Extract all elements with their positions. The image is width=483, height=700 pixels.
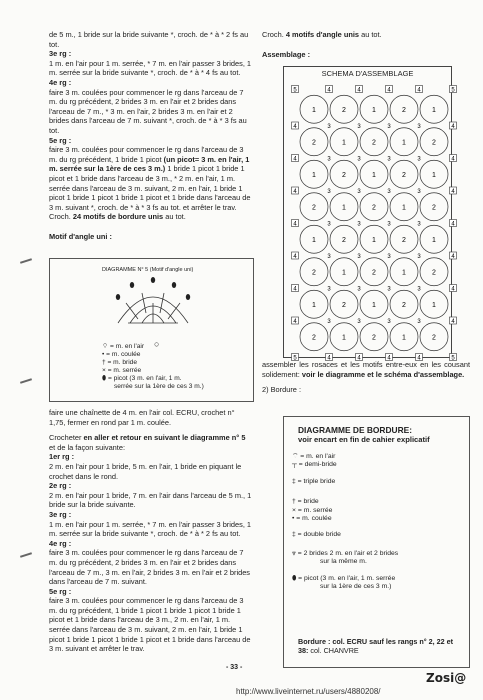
inner-motif-label: 3 [387,254,391,260]
rg5-picot-bold: (un picot= 3 m. en l'air, 1 m. serrée sur la 1ère de ces 3 m.) [49,154,250,174]
edge-motif-label: 4 [451,221,455,228]
bl-double-text: = double bride [297,531,341,539]
corner-motif-label: 5 [451,87,455,94]
legend-treble: † = m. bride [102,359,138,366]
rosace-label: 2 [432,269,436,277]
right-croch-line [262,30,470,40]
rosace-label: 2 [372,204,376,212]
inner-motif-label: 3 [387,124,391,130]
rosace-label: 2 [342,171,346,179]
edge-motif-label: 4 [293,156,297,163]
right-column [262,30,470,59]
bl-chain-text: = m. en l'air [300,453,336,460]
rg5-heading: 5e rg : [49,135,72,145]
inner-motif-label: 3 [387,189,391,195]
chain-intro: faire une chaînette de 4 m. en l'air col. ECRU, crochet n° 1,75, fermer en rond par 1 m. coulée. [49,408,235,427]
corner-motif-label: 5 [451,355,455,362]
edge-motif-label: 4 [357,355,361,362]
inner-motif-label: 3 [327,319,331,325]
rosace-label: 2 [432,334,436,342]
legend-picot-text-2: serrée sur la 1ère de ces 3 m.) [114,383,204,390]
edge-motif-label: 4 [417,355,421,362]
rosace-label: 2 [402,236,406,244]
bordure-title: DIAGRAMME DE BORDURE: [298,425,412,435]
rosace-label: 1 [312,171,316,179]
legend-chain: ⌔ = m. en l'air [102,343,145,350]
rosace-label: 2 [402,171,406,179]
inner-motif-label: 3 [417,124,421,130]
edge-motif-label: 4 [357,87,361,94]
bl-coulee-text: = m. coulée [296,515,332,523]
inner-motif-label: 3 [417,189,421,195]
left-column-bottom [49,408,253,654]
rosace-label: 1 [402,269,406,277]
rosace-label: 1 [372,301,376,309]
inner-motif-label: 3 [417,319,421,325]
croch-b: 24 motifs de bordure unis [72,212,164,222]
inner-motif-label: 3 [327,124,331,130]
motif-angle-title: Motif d'angle uni : [49,231,112,241]
assemblage-heading: Assemblage : [262,49,311,59]
inner-motif-label: 3 [387,156,391,163]
assembler-text [262,360,470,395]
bordure-heading: 2) Bordure : [262,385,302,395]
rosace-label: 1 [432,106,436,114]
source-url: http://www.liveinternet.ru/users/4880208/ [236,687,381,696]
edge-motif-label: 4 [293,319,297,325]
inner-motif-label: 3 [387,319,391,325]
right-croch-b: 4 motifs d'angle unis [285,30,360,39]
legend-single-text: = m. serrée [107,367,142,374]
edge-motif-label: 4 [451,189,455,195]
edge-motif-label: 4 [451,286,455,293]
motif-diagram-drawing [108,275,198,335]
b-rg5-text: faire 3 m. coulées pour commencer le rg dans l'arceau de 3 m. du rg précédent, 1 bride 1 picot 1 bride 1 picot 1 bride 1 picot et 1 bride dans l'arceau de 3 m., 2 m. en l'air, 1 m. serrée dans l'arceau de 3 m. suivant, 2 m. en l'air, 1 bride 1 picot 1 bride 1 picot 1 bride 1 picot et 1 bride dans l'arceau de 3 m. suivant et arrêter le trav. [49,596,251,654]
bl-picot-text: = picot (3 m. en l'air, 1 m. serrée [298,574,396,582]
motif-diagram-title: DIAGRAMME N° 5 (Motif d'angle uni) [102,267,194,273]
schema-grid [284,80,455,362]
rosace-label: 2 [372,139,376,147]
inner-motif-label: 3 [387,221,391,228]
margin-mark [20,552,32,558]
rosace-label: 1 [402,204,406,212]
rg5-part-b: 1 bride 1 picot 1 bride 1 picot et 1 bride dans l'arceau de 3 m., * 2 m. en l'air, 1 m. serrée dans l'arceau de 3 m. suivant, 2 m. en l'air, 1 bride 1 picot 1 bride 1 picot 1 bride 1 picot et 1 bride dans l'arceau de 3 m. suivant *, croch. de * à * 3 fs au tot. et arrêter le trav. [49,164,251,212]
rosace-label: 1 [402,334,406,342]
bl-2brides-text: = 2 brides 2 m. en l'air et 2 brides [297,549,399,557]
margin-mark [20,378,32,384]
bl-double: ‡ = double bride [292,531,341,539]
schema-title: SCHEMA D'ASSEMBLAGE [321,69,414,78]
edge-motif-label: 4 [387,87,391,94]
legend-picot: ⬮ = picot (3 m. en l'air, 1 m. [102,375,182,382]
edge-motif-label: 4 [327,355,331,362]
inner-motif-label: 3 [387,286,391,293]
inner-motif-label: 3 [417,286,421,293]
b-rg1-heading: 1er rg : [49,452,75,462]
rosace-label: 2 [372,334,376,342]
inner-motif-label: 3 [357,189,361,195]
rosace-label: 1 [342,204,346,212]
bordure-subtitle: voir encart en fin de cahier explicatif [298,435,430,444]
rg5-text [49,145,253,212]
inner-motif-label: 3 [327,221,331,228]
rosace-label: 1 [342,269,346,277]
margin-mark [20,258,32,264]
inner-motif-label: 3 [357,254,361,260]
b-rg3-heading: 3e rg : [49,509,72,519]
edge-motif-label: 4 [293,254,297,260]
edge-motif-label: 4 [387,355,391,362]
edge-motif-label: 4 [327,87,331,94]
bl-half: ┬ = demi-bride [292,461,337,469]
legend-treble-text: = m. bride [107,359,138,366]
inner-motif-label: 3 [327,286,331,293]
b-rg2-text: 2 m. en l'air pour 1 bride, 7 m. en l'air dans l'arceau de 5 m., 1 bride sur la bride suivante. [49,490,252,510]
inner-motif-label: 3 [417,221,421,228]
rosace-label: 1 [372,171,376,179]
bl-picot: ⬮ = picot (3 m. en l'air, 1 m. serrée [292,574,396,582]
inner-motif-label: 3 [327,254,331,260]
edge-motif-label: 4 [417,87,421,94]
b-rg4-heading: 4e rg : [49,538,72,548]
b-rg5-heading: 5e rg : [49,586,72,596]
croch-instructions [49,433,253,452]
bl-half-text: = demi-bride [298,461,337,469]
bl-serree: × = m. serrée [292,506,333,514]
rosace-label: 2 [312,269,316,277]
rosace-label: 1 [402,139,406,147]
left-column-top [49,30,253,241]
bordure-note [298,637,463,655]
legend-slip-text: = m. coulée [106,351,141,358]
inner-motif-label: 3 [357,221,361,228]
croch-a: Croch. [49,212,73,222]
rosace-label: 2 [432,204,436,212]
b-rg1-text: 2 m. en l'air pour 1 bride, 5 m. en l'air, 1 bride en piquant le crochet dans le rond. [49,461,242,481]
b-rg4-text: faire 3 m. coulées pour commencer le rg dans l'arceau de 7 m. du rg précédent, 2 brides 3 m. en l'air et 2 brides dans l'arceau de 7 m., 3 m. en l'air, 2 brides 3 m. en l'air et 2 brides dans l'arceau de 7 m. suivant. [49,548,251,587]
rosace-label: 2 [312,139,316,147]
rosace-label: 2 [342,301,346,309]
legend-picot-text: = picot (3 m. en l'air, 1 m. [107,375,182,382]
bl-triple: ‡ = triple bride [292,477,336,485]
brand-watermark: Zosi@ [426,671,467,685]
legend-slip: • = m. coulée [102,351,141,358]
rosace-label: 2 [372,269,376,277]
edge-motif-label: 4 [451,124,455,130]
bordure-note-a: Bordure : [298,637,333,646]
assembler-b: voir le diagramme et le schéma d'assemblage. [301,369,465,379]
b-rg3-text: 1 m. en l'air pour 1 m. serrée, * 7 m. en l'air passer 3 brides, 1 m. serrée sur la bride suivante *, croch. de * à * 2 fs au tot. [49,519,252,539]
bl-picot-text-2: sur la 1ère de ces 3 m.) [320,583,392,591]
rosace-label: 2 [402,106,406,114]
bordure-diagram [283,416,470,668]
intro-text: de 5 m., 1 bride sur la bride suivante *, croch. de * à * 2 fs au tot. [49,30,249,49]
edge-motif-label: 4 [293,189,297,195]
bl-serree-text: = m. serrée [297,506,333,514]
rosace-label: 1 [372,106,376,114]
bordure-note-c: col. CHANVRE [308,646,359,655]
legend-chain-text: = m. en l'air [110,343,145,350]
rg5-part-a: faire 3 m. coulées pour commencer le rg dans l'arceau de 3 m. du rg précédent, 1 bride 1 picot [49,145,244,164]
assembler-paragraph [262,360,470,379]
bl-bride: † = bride [292,498,319,506]
right-croch-a: Croch. [262,30,286,39]
rg4-text: faire 3 m. coulées pour commencer le rg dans l'arceau de 7 m. du rg précédent, 2 brides 3 m. en l'air et 2 brides dans l'arceau de 7 m., * 3 m. en l'air, 2 brides 3 m. en l'air et 2 brides dans l'arceau de 7 m. suivant *, croch. de * à * 3 fs au tot. [49,87,247,135]
rosace-label: 1 [432,236,436,244]
schema-assemblage [283,66,455,362]
corner-motif-label: 5 [293,355,297,362]
rosace-label: 1 [432,301,436,309]
rosace-label: 2 [312,334,316,342]
rg3-heading: 3e rg : [49,49,72,59]
croch2-b: en aller et retour en suivant le diagramme n° 5 [83,433,246,443]
rosace-label: 2 [432,139,436,147]
rosace-label: 2 [342,106,346,114]
rosace-label: 1 [372,236,376,244]
croch2-c: et de la façon suivante: [49,442,126,452]
inner-motif-label: 3 [357,319,361,325]
bl-chain: ⌔ = m. en l'air [292,453,336,460]
rosace-label: 1 [342,139,346,147]
bl-2brides: ⩔ = 2 brides 2 m. en l'air et 2 brides [292,549,399,557]
motif-legend [102,343,204,391]
edge-motif-label: 4 [293,124,297,130]
inner-motif-label: 3 [357,124,361,130]
b-rg2-heading: 2e rg : [49,481,72,491]
bordure-legend [292,453,398,591]
edge-motif-label: 4 [451,319,455,325]
bl-2brides-text-2: sur la même m. [320,558,367,566]
croch-c: au tot. [163,212,186,222]
edge-motif-label: 4 [293,221,297,228]
inner-motif-label: 3 [357,156,361,163]
edge-motif-label: 4 [293,286,297,293]
bl-triple-text: = triple bride [297,477,336,485]
assembler-a: assembler les rosaces et les motifs entre-eux en les cousant solidement: [262,360,470,379]
rosace-label: 1 [312,301,316,309]
rg4-heading: 4e rg : [49,77,72,87]
rosace-label: 2 [312,204,316,212]
page-number: - 33 - [226,664,243,671]
inner-motif-label: 3 [357,286,361,293]
motif-angle-diagram [49,258,254,402]
edge-motif-label: 4 [451,254,455,260]
ring-icon: ○ [154,339,160,349]
croch2-a: Crocheter [49,433,84,443]
rosace-label: 1 [312,236,316,244]
rg3-text: 1 m. en l'air pour 1 m. serrée, * 7 m. en l'air passer 3 brides, 1 m. serrée sur la bride suivante *, croch. de * à * 4 fs au tot. [49,58,252,78]
rosace-label: 2 [402,301,406,309]
inner-motif-label: 3 [327,156,331,163]
inner-motif-label: 3 [417,156,421,163]
rosace-label: 1 [432,171,436,179]
edge-motif-label: 4 [451,156,455,163]
inner-motif-label: 3 [327,189,331,195]
bordure-note-b: col. ECRU sauf les rangs n° 2, 22 et 38: [298,637,454,655]
right-croch-c: au tot. [359,30,382,39]
croch-line [49,212,253,222]
legend-single: × = m. serrée [102,367,142,374]
rosace-label: 1 [342,334,346,342]
inner-motif-label: 3 [417,254,421,260]
bl-bride-text: = bride [297,498,319,506]
corner-motif-label: 5 [293,87,297,94]
bl-coulee: • = m. coulée [292,515,332,523]
rosace-label: 1 [312,106,316,114]
rosace-label: 2 [342,236,346,244]
